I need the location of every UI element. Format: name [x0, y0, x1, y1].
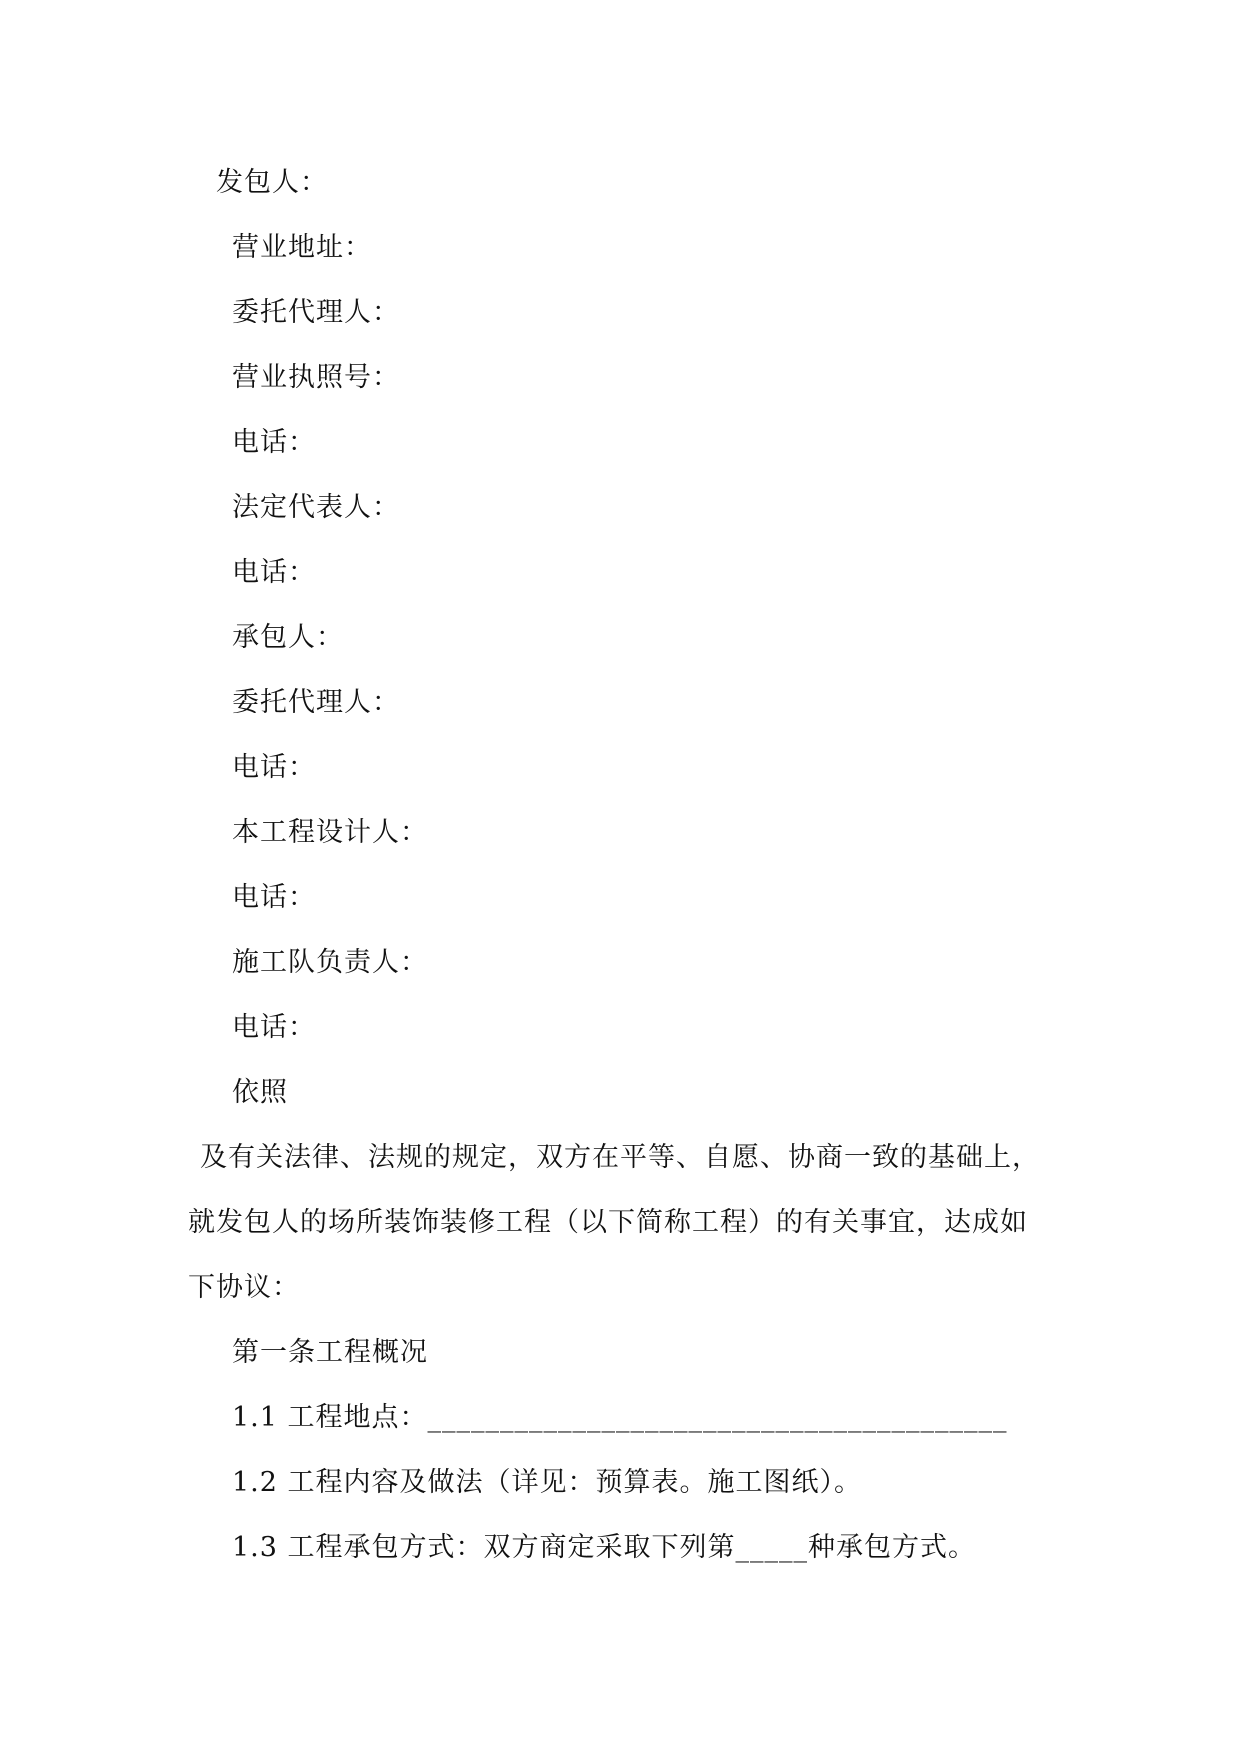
item-1-1-project-location: 1.1 工程地点：________________________________________ — [232, 1402, 1008, 1433]
agreement-paragraph-line-1: 及有关法律、法规的规定，双方在平等、自愿、协商一致的基础上， — [200, 1142, 1040, 1173]
designer-label: 本工程设计人： — [232, 817, 428, 848]
phone-label-3: 电话： — [232, 752, 316, 783]
article-1-title: 第一条工程概况 — [232, 1337, 428, 1368]
basis-text: 依照 — [232, 1077, 288, 1108]
team-leader-label: 施工队负责人： — [232, 947, 428, 978]
agreement-paragraph-line-3: 下协议： — [188, 1272, 300, 1303]
party-b-label: 承包人： — [232, 622, 344, 653]
phone-label-2: 电话： — [232, 557, 316, 588]
item-1-3-contract-method: 1.3 工程承包方式：双方商定采取下列第_____种承包方式。 — [232, 1532, 977, 1563]
business-address-label: 营业地址： — [232, 232, 372, 263]
agent-b-label: 委托代理人： — [232, 687, 400, 718]
license-number-label: 营业执照号： — [232, 362, 400, 393]
item-1-2-project-content: 1.2 工程内容及做法（详见：预算表。施工图纸）。 — [232, 1467, 863, 1498]
phone-label-5: 电话： — [232, 1012, 316, 1043]
agreement-paragraph-line-2: 就发包人的场所装饰装修工程（以下简称工程）的有关事宜，达成如 — [188, 1207, 1028, 1238]
phone-label-1: 电话： — [232, 427, 316, 458]
legal-representative-label: 法定代表人： — [232, 492, 400, 523]
agent-a-label: 委托代理人： — [232, 297, 400, 328]
phone-label-4: 电话： — [232, 882, 316, 913]
party-a-label: 发包人： — [216, 167, 328, 198]
